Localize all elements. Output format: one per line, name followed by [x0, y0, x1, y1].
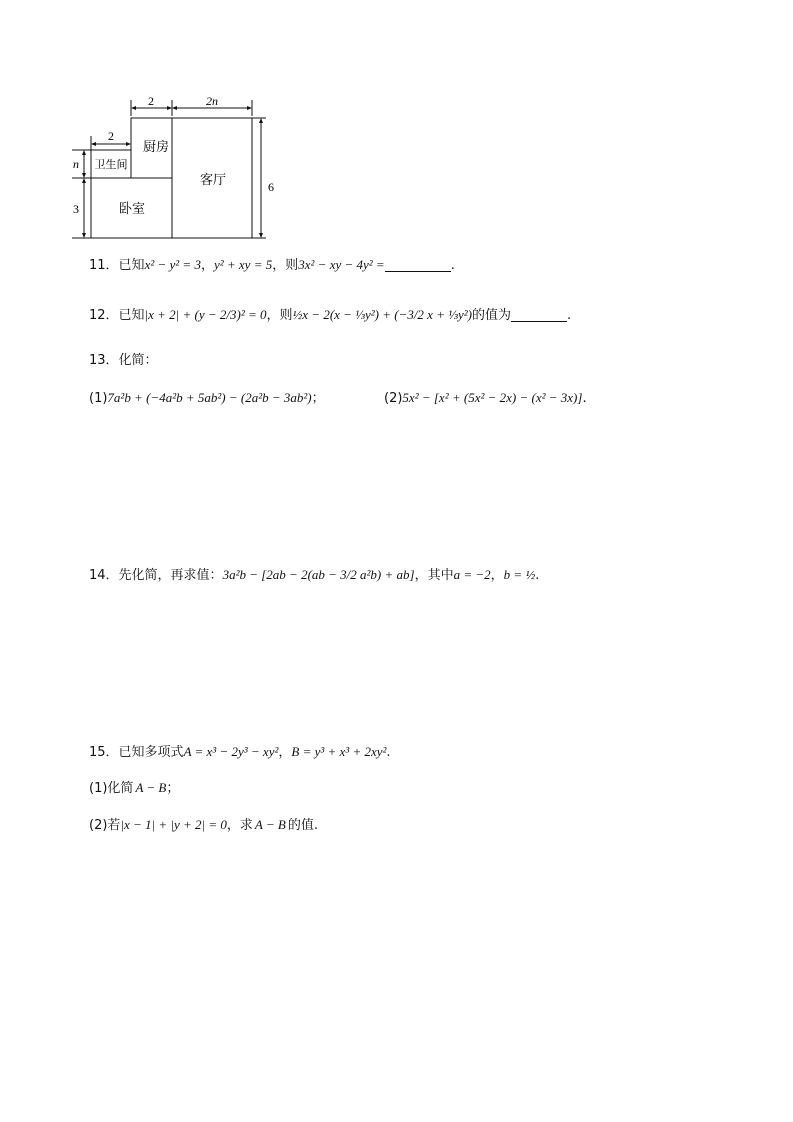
punctuation: .: [566, 308, 572, 323]
answer-blank[interactable]: [511, 307, 567, 322]
part-label: (2): [89, 818, 108, 833]
formula-A: A = x³ − 2y³ − xy²: [183, 744, 279, 759]
question-number: 11．: [89, 258, 119, 273]
separator: ，: [278, 745, 292, 760]
question-15-part-1: [89, 778, 179, 799]
formula-expression: 5x² − [x² + (5x² − 2x) − (x² − 3x)]: [402, 390, 583, 405]
formula-condition-1: x² − y² = 3: [144, 257, 201, 272]
arrow-head: [91, 142, 96, 146]
dim-label-mid: 2: [108, 129, 114, 143]
arrow-head: [247, 106, 252, 110]
dim-label-top-small: 2: [148, 94, 154, 108]
question-text: 的值为: [471, 308, 511, 323]
separator: ，: [200, 258, 214, 273]
question-text: 先化简，再求值：: [118, 568, 223, 583]
punctuation: .: [450, 258, 455, 273]
formula-B: B = y³ + x³ + 2xy²: [291, 744, 387, 759]
formula-expression: 3x² − xy − 4y² =: [298, 257, 385, 272]
formula-condition-b: b = ½: [503, 567, 536, 582]
punctuation: ；: [311, 391, 325, 406]
question-12: [89, 305, 571, 326]
arrow-head: [82, 178, 86, 183]
room-label-bathroom: 卫生间: [94, 158, 128, 171]
question-number: 12．: [89, 308, 119, 323]
separator: ，: [490, 568, 504, 583]
question-13-part-2: [384, 388, 587, 409]
arrow-head: [259, 118, 263, 123]
question-15: [89, 742, 391, 763]
punctuation: .: [535, 568, 540, 583]
punctuation: ；: [166, 781, 180, 796]
formula-condition: |x − 1| + |y + 2| = 0: [120, 817, 227, 832]
floor-plan-figure: [70, 94, 280, 242]
question-number: 13．: [89, 353, 119, 368]
question-text: ，求: [226, 818, 253, 833]
dim-label-left-n: n: [73, 157, 79, 171]
answer-blank[interactable]: [385, 257, 451, 272]
question-text: 已知: [118, 258, 145, 273]
arrow-head: [172, 106, 177, 110]
formula-expression: ½x − 2(x − ⅓y²) + (−3/2 x + ⅓y²): [292, 307, 472, 322]
arrow-head: [259, 233, 263, 238]
room-label-living: 客厅: [199, 173, 227, 188]
question-text: 若: [107, 818, 121, 833]
room-label-kitchen: 厨房: [142, 140, 170, 155]
question-text: 已知多项式: [118, 745, 184, 760]
question-text: 化简: [107, 781, 134, 796]
question-text: 已知: [118, 308, 145, 323]
question-13: [89, 351, 158, 371]
arrow-head: [126, 142, 131, 146]
question-13-part-1: [89, 388, 325, 409]
punctuation: .: [582, 391, 587, 406]
formula-expression: A − B: [135, 780, 167, 795]
punctuation: .: [386, 745, 391, 760]
arrow-head: [131, 106, 136, 110]
question-14: [89, 565, 539, 586]
part-label: (1): [89, 391, 108, 406]
formula-expression: A − B: [254, 817, 286, 832]
question-text: 化简：: [118, 353, 158, 368]
arrow-head: [167, 106, 172, 110]
question-15-part-2: [89, 815, 318, 836]
formula-expression: 3a²b − [2ab − 2(ab − 3/2 a²b) + ab]: [222, 567, 415, 582]
question-number: 15．: [89, 745, 119, 760]
part-label: (2): [384, 391, 403, 406]
question-text: ，其中: [414, 568, 454, 583]
formula-expression: 7a²b + (−4a²b + 5ab²) − (2a²b − 3ab²): [107, 390, 312, 405]
arrow-head: [82, 150, 86, 155]
question-number: 14．: [89, 568, 119, 583]
formula-condition-2: y² + xy = 5: [213, 257, 273, 272]
room-label-bedroom: 卧室: [118, 202, 146, 217]
part-label: (1): [89, 781, 108, 796]
question-text: ，则: [266, 308, 293, 323]
question-text: ，则: [272, 258, 299, 273]
arrow-head: [82, 233, 86, 238]
arrow-head: [82, 173, 86, 178]
question-text: 的值.: [287, 818, 318, 833]
dim-label-left-3: 3: [73, 202, 79, 216]
dim-label-right-6: 6: [268, 180, 274, 194]
dim-label-top-large: 2n: [206, 94, 218, 108]
formula-condition-a: a = −2: [453, 567, 491, 582]
formula-condition: |x + 2| + (y − 2/3)² = 0: [144, 307, 267, 322]
question-11: [89, 255, 455, 276]
